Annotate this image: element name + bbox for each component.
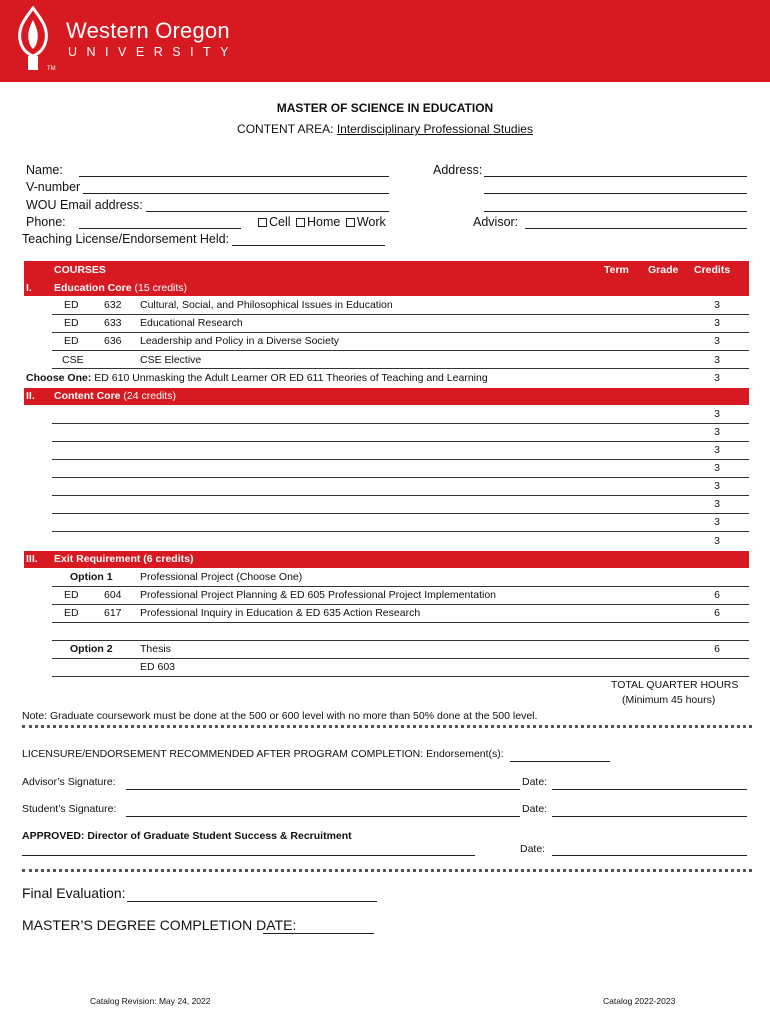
director-date-field[interactable]	[552, 855, 747, 856]
content-course-line[interactable]	[52, 495, 749, 496]
address-field-3[interactable]	[484, 211, 747, 212]
content-credits: 3	[714, 535, 720, 547]
completion-date-label: MASTER’S DEGREE COMPLETION DATE:	[22, 917, 297, 933]
course-credits: 3	[714, 335, 720, 347]
content-credits: 3	[714, 408, 720, 420]
address-label: Address:	[433, 163, 483, 177]
section1-heading	[54, 282, 187, 294]
completion-date-field[interactable]	[263, 933, 374, 934]
dotted-divider	[22, 725, 752, 728]
course-credits: 6	[714, 589, 720, 601]
cell-label: Cell	[269, 215, 291, 229]
advisor-date-label: Date:	[522, 776, 548, 788]
total-sub: (Minimum 45 hours)	[622, 694, 716, 706]
content-course-line[interactable]	[52, 531, 749, 532]
option2-credits: 6	[714, 643, 720, 655]
row-divider	[52, 640, 749, 641]
section1-credits: (15 credits)	[134, 282, 188, 294]
student-date-field[interactable]	[552, 816, 747, 817]
page-title: MASTER OF SCIENCE IN EDUCATION	[276, 101, 494, 115]
director-date-label: Date:	[520, 843, 546, 855]
phone-label: Phone:	[26, 215, 66, 229]
course-title: Professional Project Planning & ED 605 Professional Project Implementation	[140, 589, 497, 601]
content-course-line[interactable]	[52, 459, 749, 460]
dotted-divider	[22, 869, 752, 872]
advisor-signature-label: Advisor’s Signature:	[22, 776, 116, 788]
home-label: Home	[307, 215, 341, 229]
vnumber-field[interactable]	[83, 193, 389, 194]
row-divider	[52, 622, 749, 623]
course-dept: ED	[64, 589, 79, 601]
row-divider	[52, 314, 749, 315]
final-evaluation-field[interactable]	[127, 901, 377, 902]
course-number: 632	[104, 299, 122, 311]
grade-header: Grade	[648, 264, 679, 276]
vnumber-label: V-number	[26, 180, 81, 194]
course-dept: ED	[64, 607, 79, 619]
approved-label: APPROVED: Director of Graduate Student Success & Recruitment	[22, 830, 352, 842]
row-divider	[52, 586, 749, 587]
course-credits: 3	[714, 317, 720, 329]
choose-one-text: ED 610 Unmasking the Adult Learner OR ED 611 Theories of Teaching and Learning	[91, 372, 488, 384]
credits-header: Credits	[694, 264, 731, 276]
content-area-label: CONTENT AREA:	[237, 122, 337, 136]
content-credits: 3	[714, 444, 720, 456]
license-field[interactable]	[232, 245, 385, 246]
course-credits: 6	[714, 607, 720, 619]
course-number: 633	[104, 317, 122, 329]
university-name: Western Oregon	[66, 18, 230, 43]
work-label: Work	[356, 215, 386, 229]
director-signature-field[interactable]	[22, 855, 475, 856]
content-area-value: Interdisciplinary Professional Studies	[336, 122, 533, 136]
course-number: 604	[104, 589, 122, 601]
section2-credits: (24 credits)	[123, 390, 176, 402]
content-credits: 3	[714, 498, 720, 510]
option1-title: Professional Project (Choose One)	[140, 571, 303, 583]
course-title: Leadership and Policy in a Diverse Society	[140, 335, 340, 347]
section2-heading	[54, 390, 176, 402]
content-credits: 3	[714, 516, 720, 528]
advisor-label: Advisor:	[473, 215, 519, 229]
content-credits: 3	[714, 462, 720, 474]
content-credits: 3	[714, 480, 720, 492]
content-area	[0, 122, 770, 136]
note: Note: Graduate coursework must be done at the 500 or 600 level with no more than 50% done at the 500 level.	[22, 710, 538, 722]
row-divider	[52, 332, 749, 333]
courses-header: COURSES	[54, 264, 106, 276]
course-dept: CSE	[62, 354, 84, 366]
option2-title: Thesis	[140, 643, 171, 655]
content-course-line[interactable]	[52, 423, 749, 424]
final-evaluation-label: Final Evaluation:	[22, 885, 126, 901]
row-divider	[52, 658, 749, 659]
course-number: 617	[104, 607, 122, 619]
row-divider	[52, 350, 749, 351]
endorsement-field[interactable]	[510, 761, 610, 762]
course-credits: 3	[714, 354, 720, 366]
section1-number: I.	[26, 282, 32, 294]
phone-type-options	[256, 215, 386, 229]
section3-title: Exit Requirement (6 credits)	[54, 553, 194, 565]
home-checkbox[interactable]	[296, 218, 305, 227]
section3-number: III.	[26, 553, 38, 565]
row-divider	[52, 368, 749, 369]
section1-title: Education Core	[54, 282, 132, 294]
course-title: Educational Research	[140, 317, 243, 329]
option1-label: Option 1	[70, 571, 113, 583]
course-title: Cultural, Social, and Philosophical Issues in Education	[140, 299, 393, 311]
torch-logo-icon	[14, 6, 52, 72]
advisor-date-field[interactable]	[552, 789, 747, 790]
term-header: Term	[604, 264, 629, 276]
option2-sub: ED 603	[140, 661, 176, 673]
section3-bar	[24, 551, 749, 568]
name-field[interactable]	[79, 176, 389, 177]
course-dept: ED	[64, 299, 79, 311]
option2-label: Option 2	[70, 643, 113, 655]
content-course-line[interactable]	[52, 513, 749, 514]
courses-header-bar	[24, 261, 749, 296]
footer-catalog: Catalog 2022-2023	[603, 996, 676, 1006]
row-divider	[52, 676, 749, 677]
licensure-label: LICENSURE/ENDORSEMENT RECOMMENDED AFTER PROGRAM COMPLETION: Endorsement(s):	[22, 748, 504, 760]
license-label: Teaching License/Endorsement Held:	[22, 232, 230, 246]
content-course-line[interactable]	[52, 477, 749, 478]
trademark: TM	[47, 66, 56, 72]
advisor-field[interactable]	[525, 228, 747, 229]
student-date-label: Date:	[522, 803, 548, 815]
content-course-line[interactable]	[52, 441, 749, 442]
student-signature-field[interactable]	[126, 816, 520, 817]
row-divider	[52, 604, 749, 605]
footer-revision: Catalog Revision: May 24, 2022	[90, 996, 211, 1006]
course-title: CSE Elective	[140, 354, 202, 366]
address-field-1[interactable]	[484, 176, 747, 177]
phone-field[interactable]	[79, 228, 241, 229]
student-signature-label: Student’s Signature:	[22, 803, 117, 815]
section2-bar	[24, 388, 749, 405]
content-credits: 3	[714, 426, 720, 438]
address-field-2[interactable]	[484, 193, 747, 194]
advisor-signature-field[interactable]	[126, 789, 520, 790]
work-checkbox[interactable]	[346, 218, 355, 227]
total-label: TOTAL QUARTER HOURS	[611, 679, 739, 691]
university-subtitle: UNIVERSITY	[68, 45, 239, 59]
name-label: Name:	[26, 163, 63, 177]
choose-one-label: Choose One:	[26, 372, 92, 384]
course-number: 636	[104, 335, 122, 347]
course-dept: ED	[64, 335, 79, 347]
course-title: Professional Inquiry in Education & ED 635 Action Research	[140, 607, 421, 619]
section2-title: Content Core	[54, 390, 121, 402]
course-credits: 3	[714, 299, 720, 311]
section2-number: II.	[26, 390, 35, 402]
course-dept: ED	[64, 317, 79, 329]
cell-checkbox[interactable]	[258, 218, 267, 227]
choose-one-row	[26, 372, 488, 384]
email-label: WOU Email address:	[26, 198, 143, 212]
email-field[interactable]	[146, 211, 389, 212]
choose-one-credits: 3	[714, 372, 720, 384]
